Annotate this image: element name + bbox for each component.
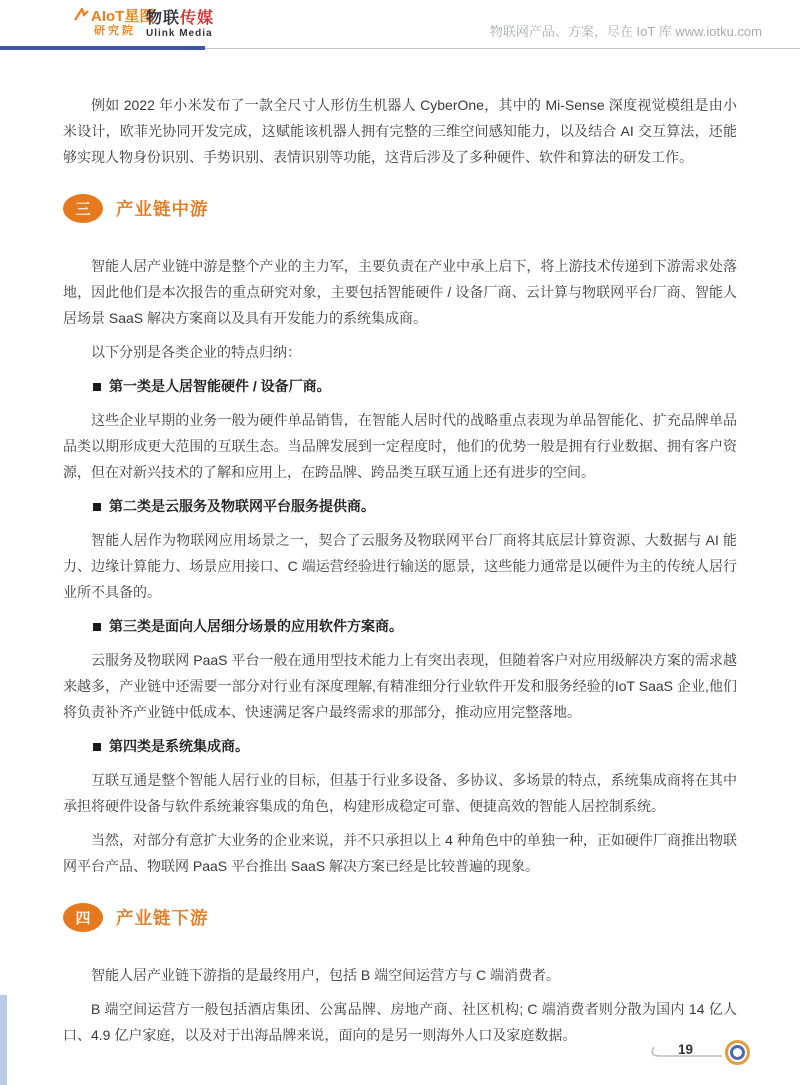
- section-title: 产业链中游: [116, 199, 209, 219]
- header-tagline: 物联网产品、方案，尽在 IoT 库 www.iotku.com: [489, 24, 762, 39]
- header-rule-gray: [205, 48, 800, 49]
- paragraph: 云服务及物联网 PaaS 平台一般在通用型技术能力上有突出表现，但随着客户对应用级解决方案的需求越来越多，产业链中还需要一部分对行业有深度理解,有精准细分行业软件开发和服务经验的IoT SaaS 企业,他们将负责补齐产业链中低成本、快速满足客户最终需求的那部分，推动应用完整落地。: [63, 652, 737, 720]
- paragraph: 智能人居产业链下游指的是最终用户，包括 B 端空间运营方与 C 端消费者。: [91, 967, 561, 983]
- document-body: [0, 52, 800, 1056]
- ulink-logo-red-text: 传媒: [180, 10, 215, 27]
- section-number-badge: 四: [63, 903, 103, 932]
- mountain-a-icon: [74, 8, 89, 25]
- bullet-square-icon: [93, 503, 101, 511]
- bullet-text: 第二类是云服务及物联网平台服务提供商。: [109, 498, 375, 514]
- ulink-logo-subtitle: Ulink Media: [146, 28, 213, 40]
- section-number-badge: 三: [63, 194, 103, 223]
- bullet-item: [63, 613, 737, 639]
- paragraph: 智能人居产业链中游是整个产业的主力军，主要负责在产业中承上启下，将上游技术传递到下游需求处落地，因此他们是本次报告的重点研究对象，主要包括智能硬件 / 设备厂商、云计算与物联网平台厂商、智能人居场景 SaaS 解决方案商以及具有开发能力的系统集成商。: [63, 258, 737, 326]
- paragraph: B 端空间运营方一般包括酒店集团、公寓品牌、房地产商、社区机构; C 端消费者则分散为国内 14 亿人口、4.9 亿户家庭，以及对于出海品牌来说，面向的是另一则海外人口及家庭数据。: [63, 1001, 737, 1043]
- aiot-logo-subtitle: 研究院: [94, 25, 136, 38]
- header-rule-blue: [0, 46, 205, 50]
- section-header-midstream: [63, 194, 737, 223]
- paragraph: 以下分别是各类企业的特点归纳：: [91, 344, 301, 360]
- bullet-text: 第一类是人居智能硬件 / 设备厂商。: [109, 378, 331, 394]
- paragraph: 当然，对部分有意扩大业务的企业来说，并不只承担以上 4 种角色中的单独一种，正如硬件厂商推出物联网平台产品、物联网 PaaS 平台推出 SaaS 解决方案已经是比较普遍的现象。: [63, 832, 737, 874]
- section-title: 产业链下游: [116, 908, 209, 928]
- page-number: 19: [678, 1042, 694, 1057]
- bullet-square-icon: [93, 743, 101, 751]
- left-edge-accent-bar: [0, 995, 7, 1085]
- intro-paragraph: 例如 2022 年小米发布了一款全尺寸人形仿生机器人 CyberOne，其中的 Mi-Sense 深度视觉模组是由小米设计，欧菲光协同开发完成，这赋能该机器人拥有完整的三维空间感知能力，以及结合 AI 交互算法，还能够实现人物身份识别、手势识别、表情识别等功能，这背后涉及了多种硬件、软件和算法的研发工作。: [63, 97, 737, 165]
- ulink-media-logo: [146, 9, 214, 40]
- bullet-text: 第四类是系统集成商。: [109, 738, 249, 754]
- page-header: [0, 0, 800, 52]
- page-footer: [650, 1035, 750, 1065]
- bullet-square-icon: [93, 383, 101, 391]
- bullet-item: [63, 493, 737, 519]
- paragraph: 互联互通是整个智能人居行业的目标，但基于行业多设备、多协议、多场景的特点，系统集成商将在其中承担将硬件设备与软件系统兼容集成的角色，构建形成稳定可靠、便捷高效的智能人居控制系统。: [63, 772, 737, 814]
- bullet-square-icon: [93, 623, 101, 631]
- paragraph: 这些企业早期的业务一般为硬件单品销售，在智能人居时代的战略重点表现为单品智能化、扩充品牌单品品类以期形成更大范围的互联生态。当品牌发展到一定程度时，他们的优势一般是拥有行业数据、拥有客户资源，但在对新兴技术的了解和应用上，在跨品牌、跨品类互联互通上还有进步的空间。: [63, 412, 737, 480]
- paragraph: 智能人居作为物联网应用场景之一，契合了云服务及物联网平台厂商将其底层计算资源、大数据与 AI 能力、边缘计算能力、场景应用接口、C 端运营经验进行输送的愿景，这些能力通常是以硬件为主的传统人居行业所不具备的。: [63, 532, 737, 600]
- section-header-downstream: [63, 903, 737, 932]
- aiot-star-atlas-logo: [74, 8, 154, 38]
- ulink-logo-black-text: 物联: [146, 10, 181, 27]
- bullet-item: [63, 373, 737, 399]
- bullet-item: [63, 733, 737, 759]
- page-circle-icon: [725, 1040, 750, 1065]
- aiot-logo-title: AIoT星图: [91, 8, 155, 25]
- bullet-text: 第三类是面向人居细分场景的应用软件方案商。: [109, 618, 403, 634]
